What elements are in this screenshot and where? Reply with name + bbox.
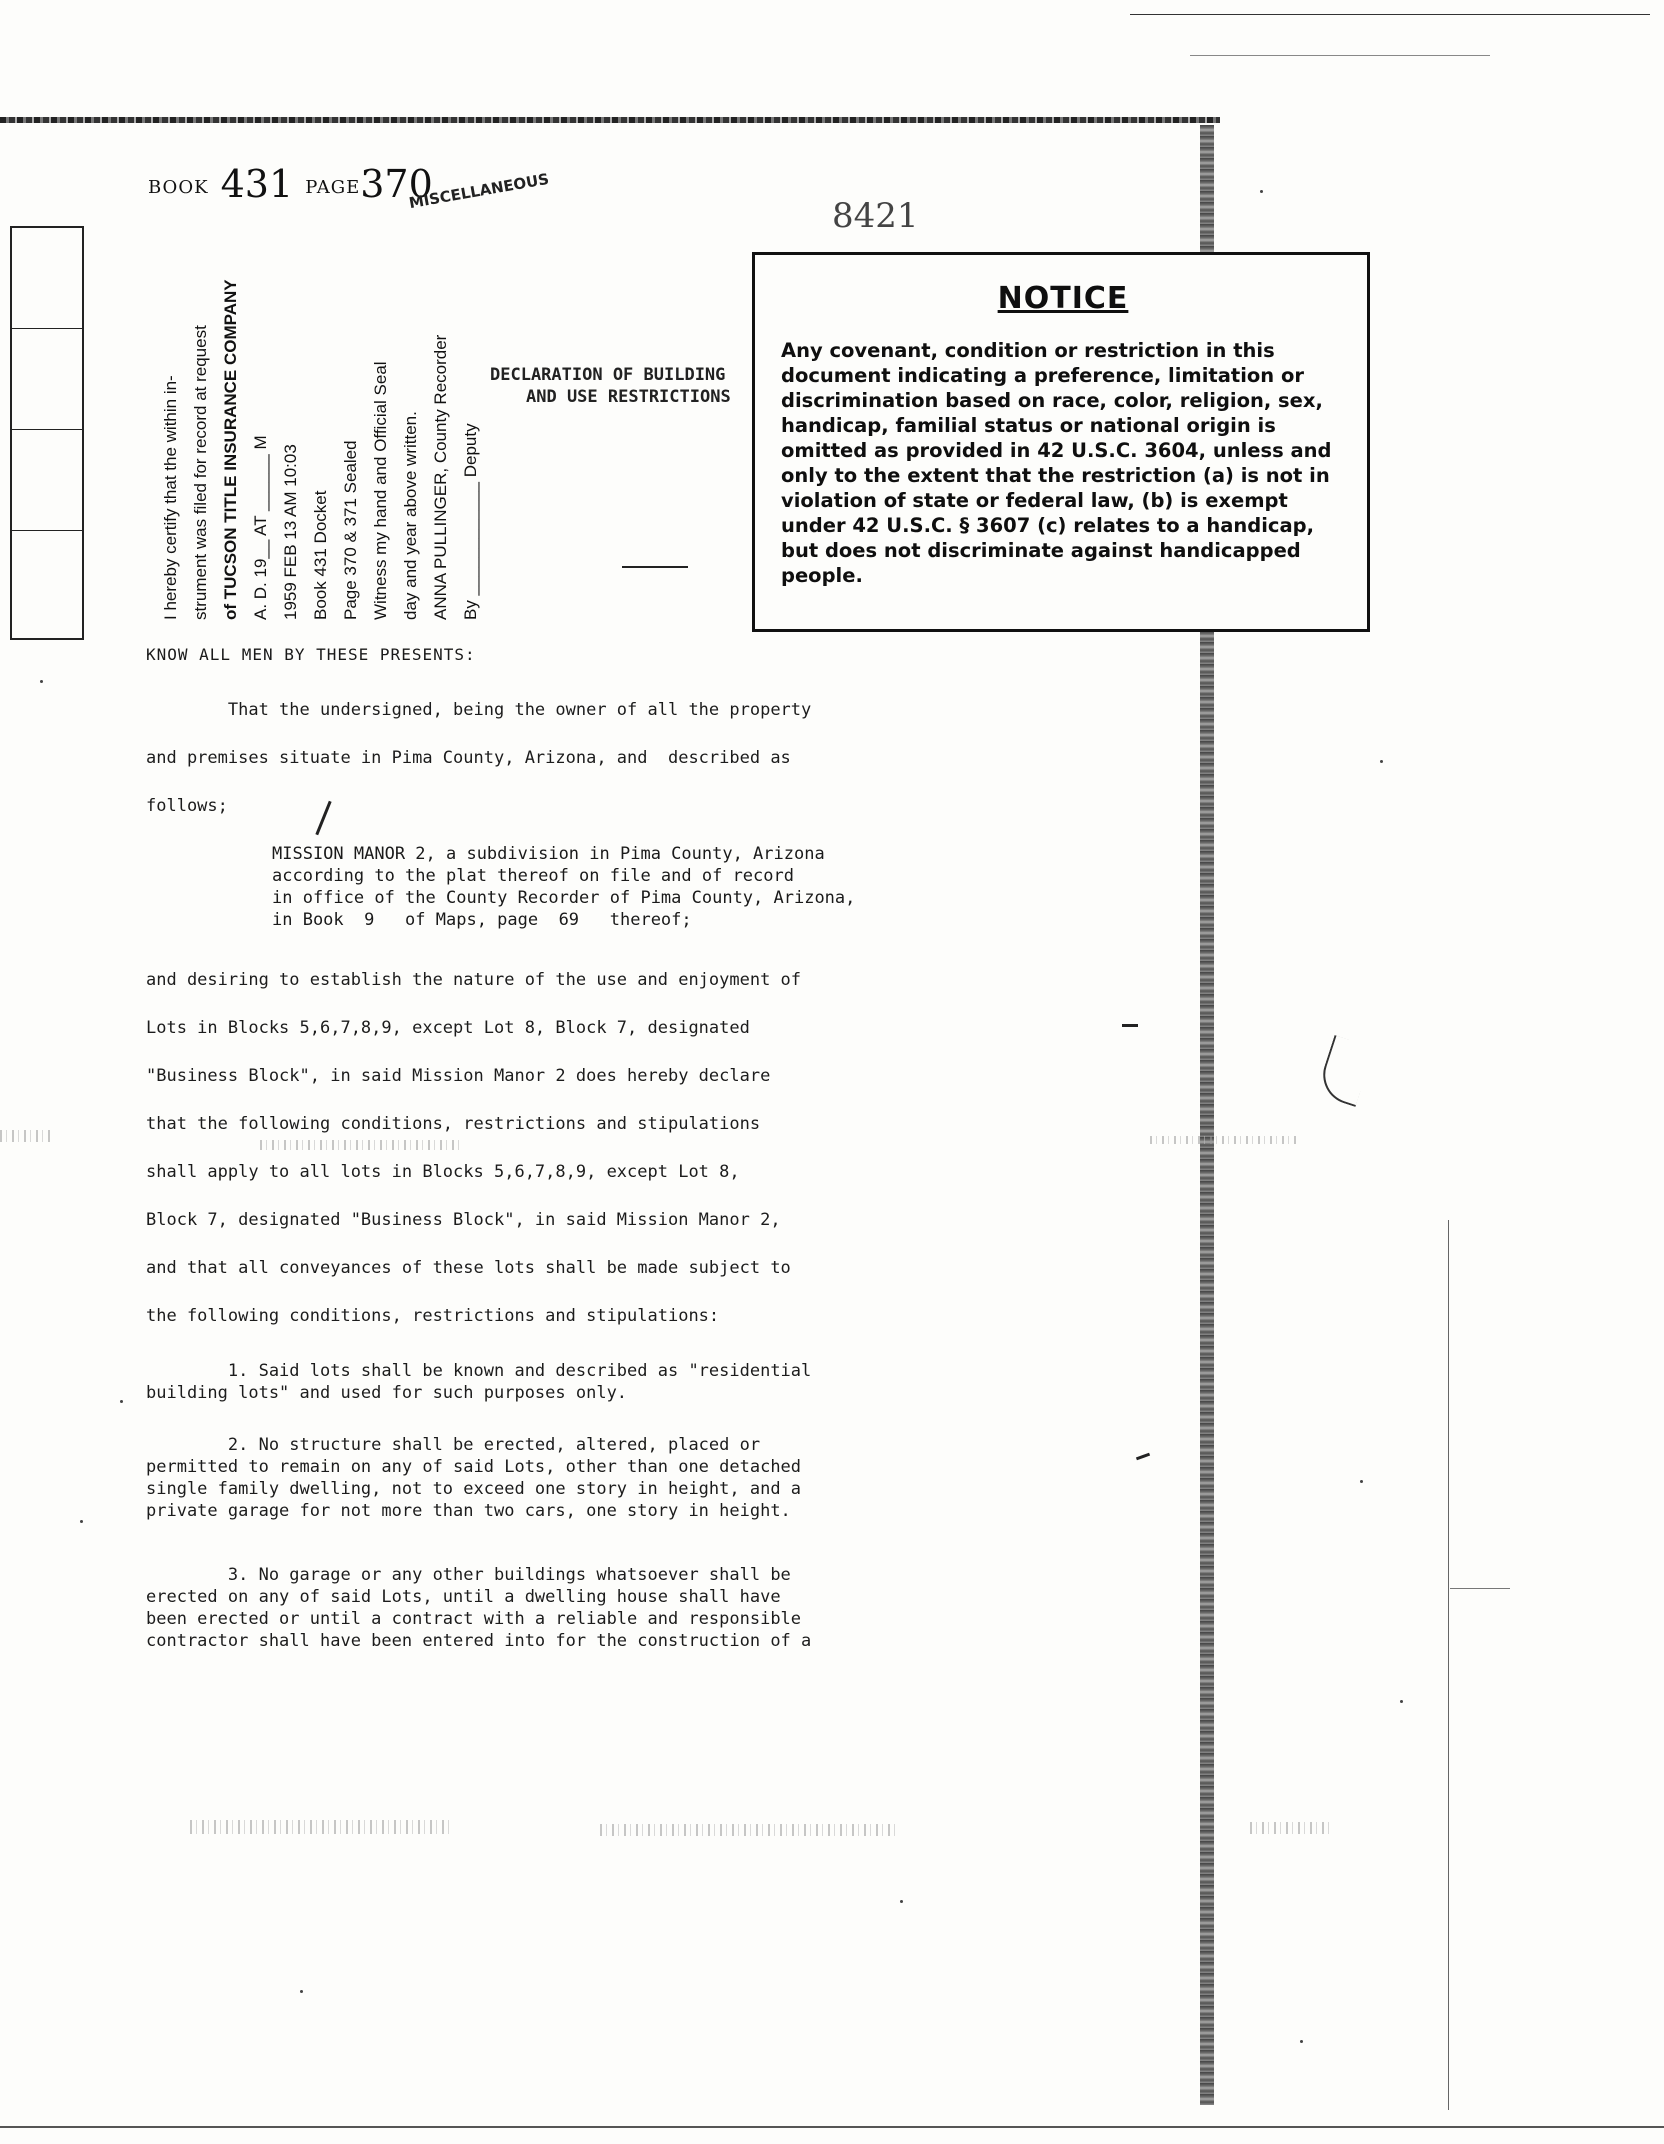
scan-noise-5 [1150, 1136, 1300, 1144]
restriction-3 [146, 1564, 986, 1652]
top-scan-line [1130, 14, 1650, 15]
recording-line: A. D. 19__ AT ______ M [251, 435, 270, 620]
margin-dash [1122, 1024, 1138, 1027]
body-line: 1. Said lots shall be known and described as "residential [146, 1361, 812, 1381]
restriction-1 [146, 1360, 986, 1404]
recording-line: 1959 FEB 13 AM 10:03 [281, 444, 300, 620]
body-line: building lots" and used for such purposes only. [146, 1383, 628, 1403]
body-line: and premises situate in Pima County, Arizona, and described as [146, 748, 791, 768]
speck [40, 680, 43, 683]
legal-line: according to the plat thereof on file and of record [272, 866, 794, 886]
margin-dash [1136, 1453, 1150, 1461]
speck [80, 1520, 83, 1523]
page-number: 370 [360, 162, 433, 206]
intro-paragraph [146, 686, 986, 830]
desiring-paragraph [146, 956, 986, 1340]
recording-line: day and year above written. [401, 411, 420, 620]
top-scan-line-2 [1190, 55, 1490, 56]
index-box [12, 329, 82, 430]
recording-line: ANNA PULLINGER, County Recorder [431, 334, 450, 620]
notice-box [752, 252, 1370, 632]
body-line: shall apply to all lots in Blocks 5,6,7,8,9, except Lot 8, [146, 1162, 740, 1182]
legal-line: MISSION MANOR 2, a subdivision in Pima County, Arizona [272, 844, 825, 864]
body-line: That the undersigned, being the owner of all the property [146, 700, 812, 720]
recording-line: of TUCSON TITLE INSURANCE COMPANY [221, 279, 240, 620]
speck [1300, 2040, 1303, 2043]
index-box [12, 430, 82, 531]
notice-body: Any covenant, condition or restriction in this document indicating a preference, limitation or discrimination based on race, color, religion, sex, handicap, familial status or national origin is omitted as provided in 42 U.S.C. 3604, unless and only to the extent that the restriction (a) is not in violation of state or federal law, (b) is exempt under 42 U.S.C. § 3607 (c) relates to a handicap, but does not discriminate against handicapped people. [781, 339, 1332, 587]
body-line: been erected or until a contract with a reliable and responsible [146, 1609, 802, 1629]
miscellaneous-stamp: MISCELLANEOUS [407, 169, 551, 213]
body-line: that the following conditions, restrictions and stipulations [146, 1114, 761, 1134]
body-line: "Business Block", in said Mission Manor 2 does hereby declare [146, 1066, 771, 1086]
legal-line: in Book 9 of Maps, page 69 thereof; [272, 910, 692, 930]
recording-line: By ____________ Deputy [461, 423, 480, 620]
speck [900, 1900, 903, 1903]
signature-line [622, 566, 688, 568]
index-boxes [10, 226, 84, 640]
body-line: private garage for not more than two cars, one story in height. [146, 1501, 791, 1521]
right-margin-tick [1450, 1588, 1510, 1589]
header-scan-band [0, 117, 1220, 123]
book-number: 431 [220, 162, 294, 206]
body-line: follows; [146, 796, 228, 816]
scan-noise-3 [1250, 1822, 1330, 1834]
notice-title: NOTICE [997, 281, 1129, 316]
declaration-title [490, 364, 790, 408]
body-line: contractor shall have been entered into for the construction of a [146, 1631, 812, 1651]
speck [120, 1400, 123, 1403]
speck [1260, 190, 1263, 193]
recording-line: strument was filed for record at request [191, 325, 210, 620]
speck [1380, 760, 1383, 763]
recording-line: I hereby certify that the within in- [161, 375, 180, 620]
margin-pen-mark [1315, 1035, 1374, 1107]
scan-noise-1 [190, 1820, 450, 1834]
declaration-title-line: AND USE RESTRICTIONS [526, 387, 731, 407]
speck [1400, 1700, 1403, 1703]
document-number: 8421 [832, 196, 919, 236]
body-line: and desiring to establish the nature of the use and enjoyment of [146, 970, 802, 990]
body-line: Block 7, designated "Business Block", in said Mission Manor 2, [146, 1210, 781, 1230]
page-prefix: PAGE [305, 177, 361, 198]
body-line: the following conditions, restrictions and stipulations: [146, 1306, 720, 1326]
scan-noise-6 [0, 1130, 50, 1142]
recording-line: Witness my hand and Official Seal [371, 361, 390, 620]
restriction-2 [146, 1434, 986, 1522]
index-box [12, 531, 82, 631]
body-line: 2. No structure shall be erected, altered, placed or [146, 1435, 761, 1455]
scan-noise-2 [600, 1824, 900, 1836]
bottom-scan-line [0, 2126, 1664, 2128]
recording-line: Book 431 Docket [311, 490, 330, 620]
salutation: KNOW ALL MEN BY THESE PRESENTS: [146, 645, 476, 664]
body-line: permitted to remain on any of said Lots, other than one detached [146, 1457, 802, 1477]
body-line: 3. No garage or any other buildings whatsoever shall be [146, 1565, 791, 1585]
declaration-title-line: DECLARATION OF BUILDING [490, 365, 726, 385]
book-prefix: BOOK [148, 177, 209, 198]
body-line: erected on any of said Lots, until a dwelling house shall have [146, 1587, 781, 1607]
recording-line: Page 370 & 371 Sealed [341, 440, 360, 620]
index-box [12, 228, 82, 329]
body-line: single family dwelling, not to exceed one story in height, and a [146, 1479, 802, 1499]
legal-description [272, 843, 855, 931]
speck [1360, 1480, 1363, 1483]
recording-certificate [156, 180, 486, 620]
body-line: Lots in Blocks 5,6,7,8,9, except Lot 8, Block 7, designated [146, 1018, 750, 1038]
legal-line: in office of the County Recorder of Pima County, Arizona, [272, 888, 856, 908]
body-line: and that all conveyances of these lots shall be made subject to [146, 1258, 791, 1278]
speck [300, 1990, 303, 1993]
right-edge-line [1448, 1220, 1449, 2110]
